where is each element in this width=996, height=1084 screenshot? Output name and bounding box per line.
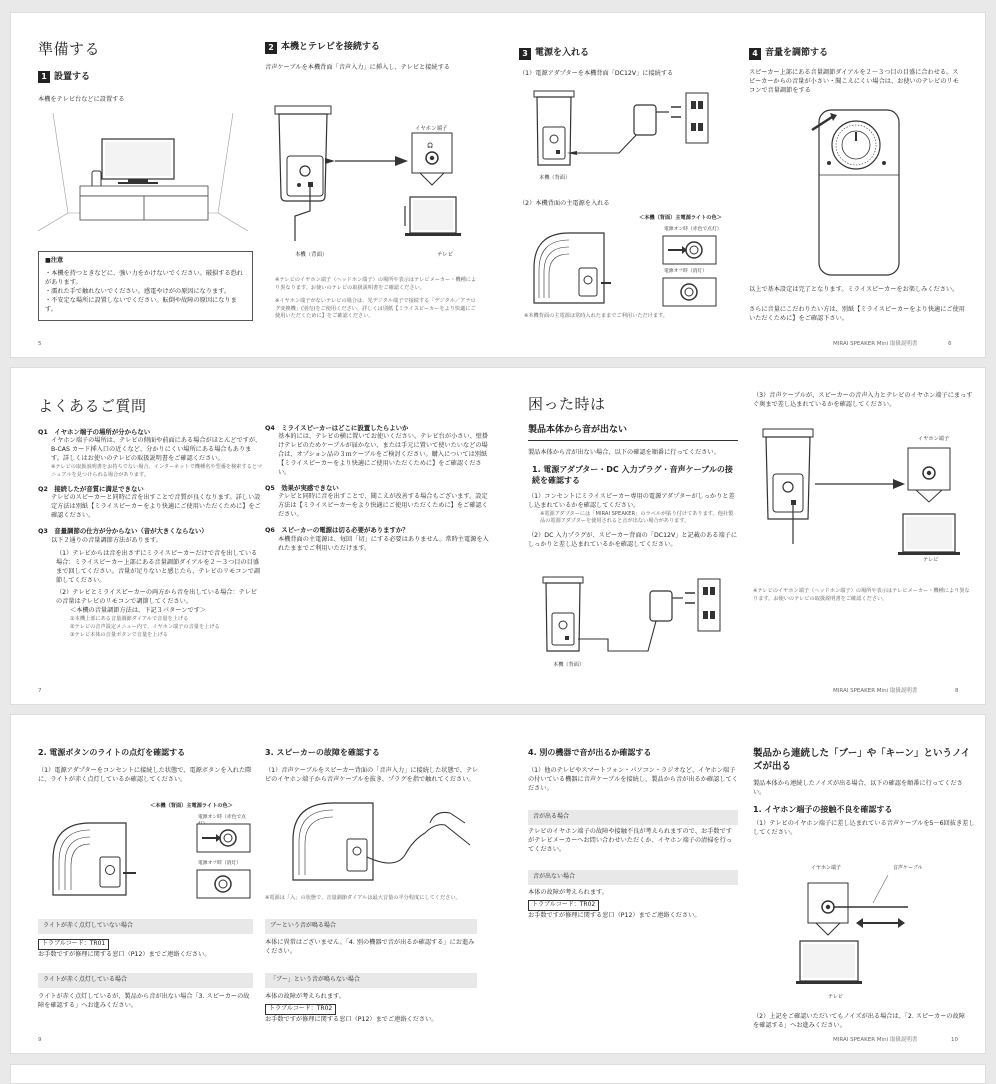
trouble-code: トラブルコード：TR02 [265,1004,336,1015]
check-note: ※電源は「入」の状態で、音量調節ダイアルは最大音量の半分程度にしてください。 [265,895,461,901]
caution-item: ・不安定な場所に設置しないでください。転倒や故障の原因になります。 [45,296,237,313]
footer-title: MIRAI SPEAKER Mini 取扱説明書 [833,1037,918,1044]
page-number: 7 [38,688,42,695]
case-text: お手数ですが修理に関する窓口（P12）までご連絡ください。 [38,951,211,958]
caution-item: ・濡れた手で触れないでください。感電やけがの原因になります。 [45,287,231,295]
case-text: 本体の故障が考えられます。 [265,993,345,1000]
check-other-device [528,715,740,919]
check-step: （1）音声ケーブルをスピーカー背面の「音声入力」に接続した状態で、テレビのイヤホン端子から音声ケーブルを抜き、プラグを指で触れてください。 [265,766,479,783]
faq-question: Q5 効果が実感できない [265,484,339,493]
faq-answer: 本機背面の主電源は、毎回「切」にする必要はありません。常時主電源を入れたままでご利用いただけます。 [278,535,489,552]
faq-answer: テレビと同時に音を出すことで、聞こえが改善する場合もございます。設定方法は【ミライスピーカーをより快適にご使用いただくために】をご確認ください。 [278,493,488,519]
touch-plug-illustration [285,795,475,885]
trouble-subtitle: 製品本体から音が出ない [528,424,738,441]
case-text: テレビのイヤホン端子の故障や接触不良が考えられますので、お手数ですがテレビメーカーへお問い合わせいただくか、イヤホン端子の清掃を行ってください。 [528,828,732,853]
light-off-label: 電源オフ時（消灯） [198,861,242,866]
case-bar: 音が出ない場合 [528,870,738,885]
manual-spread-setup [10,12,986,358]
faq-answer: 以下２通りの音量調節方法があります。 [51,536,162,544]
case-bar: 「ブー」という音が鳴らない場合 [265,973,477,988]
section-heading [265,41,483,54]
note-digital-converter: ※イヤホン端子がないテレビの場合は、光デジタル端子で接続する「デジタル／アナログ変換機」(別売)をご使用ください。詳しくは別紙【ミライスピーカーをより快適にご使用いただくために】をご確認ください。 [275,298,476,320]
section-title: 音量を調節する [765,48,829,58]
faq-question: Q1 イヤホン端子の場所が分からない [38,427,151,436]
faq-answer-item: ＜本機の音量調節方法は、下記３パターンです＞ [70,607,206,615]
faq-column-1 [38,368,263,639]
light-color-title: ＜本機（背面）主電源ライトの色＞ [639,215,722,221]
section-volume [749,13,974,322]
case-bar: ライトが赤く点灯している場合 [38,973,253,988]
check-speaker-failure [265,715,480,1023]
case-bar: ブーという音が鳴る場合 [265,919,477,934]
light-off-label: 電源オフ時（消灯） [664,269,708,274]
section-heading [38,71,253,84]
volume-dial-illustration [804,105,904,280]
faq-answer: イヤホン端子の場所は、テレビの側面や前面にある場合がほとんどですが、B-CAS カード挿入口の近くなど、分かりにくい場所にある場合もあります。詳しくはお使いのテレビの取扱説明書をご確認ください。 [51,437,262,462]
faq-column-2 [265,368,490,554]
earphone-label: イヤホン端子 [918,436,950,442]
instruction-text: 音声ケーブルを本機背面「音声入力」に挿入し、テレビと接続する [265,64,450,72]
case-bar: ライトが赤く点灯していない場合 [38,919,253,934]
faq-answer: テレビのスピーカーと同時に音を出すことで音質が良くなります。詳しい設定方法は別紙【ミライスピーカーをより快適にご使用いただくために】をご確認ください。 [51,494,261,520]
rear-switch-illustration [529,228,611,308]
tv-label: テレビ [923,557,939,563]
check-heading: 1. イヤホン端子の接触不良を確認する [753,804,893,814]
trouble-code: トラブルコード：TR01 [38,939,109,950]
trouble-title: 困った時は [528,395,606,413]
faq-list [38,428,263,639]
faq-answer: 基本的には、テレビの横に置いてお使いください。テレビ台が小さい、壁掛けテレビのためケーブルが届かない、または手元に置いて使いたいなどの場合は、オプション品の３ｍケーブルをご検討ください。購入については別紙【ミライスピーカーをより快適にご使用いただくために】をご確認ください。 [278,433,489,477]
note-earphone-location: ※テレビのイヤホン端子（ヘッドホン端子）の場所や表示はテレビメーカー・機種により異なります。お使いのテレビの取扱説明書をご確認ください。 [275,277,477,291]
trouble-intro: 製品本体から音が出ない場合、以下の確認を順番に行ってください。 [528,448,720,456]
check-step: （1）他のテレビやスマートフォン・パソコン・ラジオなど、イヤホン端子の付いている機器に音声ケーブルを接続し、製品から音が出るか確認してください。 [528,766,738,792]
light-on-label: 電源オン時（赤色で点 [198,815,246,820]
section-heading [749,47,974,60]
unit-back-label: 本機（背面） [539,175,571,181]
more-info-text: さらに音量にこだわりたい方は、別紙【ミライスピーカーをより快適にご使用いただくために】をご確認下さい。 [749,306,965,322]
earphone-label: イヤホン端子 [415,126,448,132]
page-number: 8 [955,688,959,695]
tv-label: テレビ [828,994,843,1000]
tv-label: テレビ [437,252,454,258]
light-color-title: ＜本機（背面）主電源ライトの色＞ [150,803,233,809]
noise-section [753,715,975,1029]
page-title: 準備する [38,40,101,58]
step-number: 3 [519,48,531,60]
next-page-edge [10,1064,986,1084]
section-power-on [519,13,734,319]
check-heading: 4. 別の機器で音が出るか確認する [528,748,652,757]
check-power-light [38,715,253,1009]
manual-spread-troubleshooting [10,714,986,1054]
earphone-label: イヤホン端子 [811,865,842,871]
check-step: （2）上記をご確認いただいてもノイズが出る場合は、「2. スピーカーの故障を確認する」へお進みください。 [753,1013,965,1029]
check-heading: 1. 電源アダプター・DC 入力プラグ・音声ケーブルの接続を確認する [532,464,733,486]
caution-title: ■注意 [45,257,64,264]
section-heading [519,47,734,60]
faq-note: ※テレビの取扱説明書をお持ちでない場合、インターネットで機種名や型番を検索するとマニュアルを見つけられる場合があります。 [51,463,263,478]
caution-box [38,251,253,321]
page-title: よくあるご質問 [38,397,147,415]
check-heading: 3. スピーカーの故障を確認する [265,748,380,757]
instruction-text: 本機をテレビ台などに設置する [38,95,125,103]
case-text: 本体の故障が考えられます。 [528,889,608,896]
check-step: （2）DC 入力プラグが、スピーカー背面の「DC12V」と記載のある端子にしっかりと差し込まれているかを確認してください。 [528,532,738,548]
switch-on-illustration [662,235,717,265]
section-title: 本機とテレビを接続する [281,42,380,52]
earphone-jack-illustration [788,875,958,995]
setup-complete-text: 以上で基本設定は完了となります。ミライスピーカーをお楽しみください。 [749,286,959,293]
faq-answer-item: （1）テレビからは音を出さずにミライスピーカーだけで音を出している場合：ミライスピーカー上部にある音量調節ダイアルを２〜３つ目の目盛まで回してください。音量が足りないと感じたら、テレビのリモコンで調節してください。 [56,549,261,584]
power-adapter-illustration [529,87,729,187]
noise-title: 製品から連続した「ブー」や「キーン」というノイズが出る [753,748,971,773]
section-connect-tv [265,13,483,320]
faq-answer-item: ①本機上部にある音量調節ダイアルで音量を上げる [70,616,189,623]
switch-off-illustration [662,277,717,307]
trouble-code: トラブルコード：TR02 [528,900,599,911]
light-on-label: 電源オン時（赤色で点灯） [664,227,722,232]
note-earphone-location: ※テレビのイヤホン端子（ヘッドホン端子）の場所や表示はテレビメーカー・機種により異なります。お使いのテレビの取扱説明書をご確認ください。 [753,588,970,602]
trouble-column-1 [528,368,738,668]
switch-off-illustration [196,869,251,899]
check-heading: 2. 電源ボタンのライトの点灯を確認する [38,748,186,757]
connection-illustration [265,101,480,261]
unit-back-label: 本機（背面） [295,252,328,258]
unit-back-label: 本機（背面） [553,662,585,668]
section-title: 設置する [54,71,91,82]
faq-answer-item: （2）テレビとミライスピーカーの両方から音を出している場合：テレビの音量はテレビのリモコンで調節してください。 [56,589,258,606]
check-step: （1）テレビのイヤホン端子に差し込まれている音声ケーブルを5〜6回抜き差ししてください。 [753,820,975,837]
faq-question: Q4 ミライスピーカーはどこに設置したらよいか [265,424,409,432]
instruction-text: スピーカー上部にある音量調節ダイアルを２〜３つ目の目盛に合わせる。スピーカーからの音量が小さい・聞こえにくい場合は、お使いのテレビのリモコンで音量調節をする [749,69,959,95]
page-number: 5 [38,341,42,348]
case-text: 本体に異常はございません。「4. 別の機器で音が出るか確認する」にお進みください。 [265,939,475,955]
footer-title: MIRAI SPEAKER Mini 取扱説明書 [833,688,918,695]
instruction-step: （1）電源アダプターを本機背面「DC12V」に接続する [519,70,674,78]
power-adapter-illustration [538,573,738,663]
case-text: ライトが赤く点灯しているが、製品から音が出ない場合「3. スピーカーの故障を確認する」へお進みください。 [38,993,250,1009]
case-text: お手数ですが修理に関する窓口（P12）までご連絡ください。 [265,1016,438,1023]
faq-answer-item: ②テレビの音声設定メニュー内で、イヤホン端子の音量を上げる [70,623,220,630]
check-note: ※電源アダプターには「MIRAI SPEAKER」のラベルが貼り付けてあります。他社製品の電源アダプターを使用されると音が出ない場合があります。 [540,510,734,525]
cable-connection-illustration [753,424,973,564]
cable-label: 音声ケーブル [893,865,923,871]
page-number: 9 [38,1037,42,1044]
caution-item: ・本機を持つときなどに、強い力をかけないでください。破損する恐れがあります。 [45,269,243,286]
step-number: 2 [265,42,277,54]
section-title: 電源を入れる [535,48,590,58]
check-step: （1）電源アダプターをコンセントに接続した状態で、電源ボタンを入れた際に、ライトが赤く点灯しているか確認してください。 [38,766,252,783]
switch-on-illustration [196,823,251,853]
noise-intro: 製品本体から連続したノイズが出る場合、以下の確認を順番に行ってください。 [753,779,963,796]
case-text: お手数ですが修理に関する窓口（P12）までご連絡ください。 [528,912,701,919]
svg-text:🎧: 🎧 [427,143,434,149]
instruction-step: （2）本機背面の主電源を入れる [519,200,610,207]
room-illustration [38,113,248,238]
step-number: 1 [38,71,50,83]
faq-question: Q6 スピーカーの電源は切る必要がありますか？ [265,526,409,535]
step-number: 4 [749,48,761,60]
trouble-column-2 [753,368,975,602]
footer-title: MIRAI SPEAKER Mini 取扱説明書 [833,341,918,348]
check-step: （3）音声ケーブルが、スピーカーの音声入力とテレビのイヤホン端子にまっすぐ奥まで差し込まれているかを確認してください。 [753,392,973,408]
check-step: （1）コンセントにミライスピーカー専用の電源アダプターがしっかりと差し込まれているかを確認してください。 [528,492,735,509]
section-setup-install [38,13,253,313]
faq-answer-item: ③テレビ本体の音量ボタンで音量を上げる [70,631,168,638]
case-bar: 音が出る場合 [528,810,738,825]
faq-question: Q3 音量調節の仕方が分からない（音が大きくならない） [38,527,208,536]
page-number: 6 [948,341,952,348]
note-main-power: ※本機背面の主電源は常時入れたままでご利用いただけます。 [524,313,668,319]
faq-list [265,424,490,554]
rear-switch-illustration [48,815,138,900]
faq-question: Q2 接続したが音質に満足できない [38,485,144,494]
manual-spread-faq [10,367,986,705]
page-number: 10 [951,1037,958,1044]
